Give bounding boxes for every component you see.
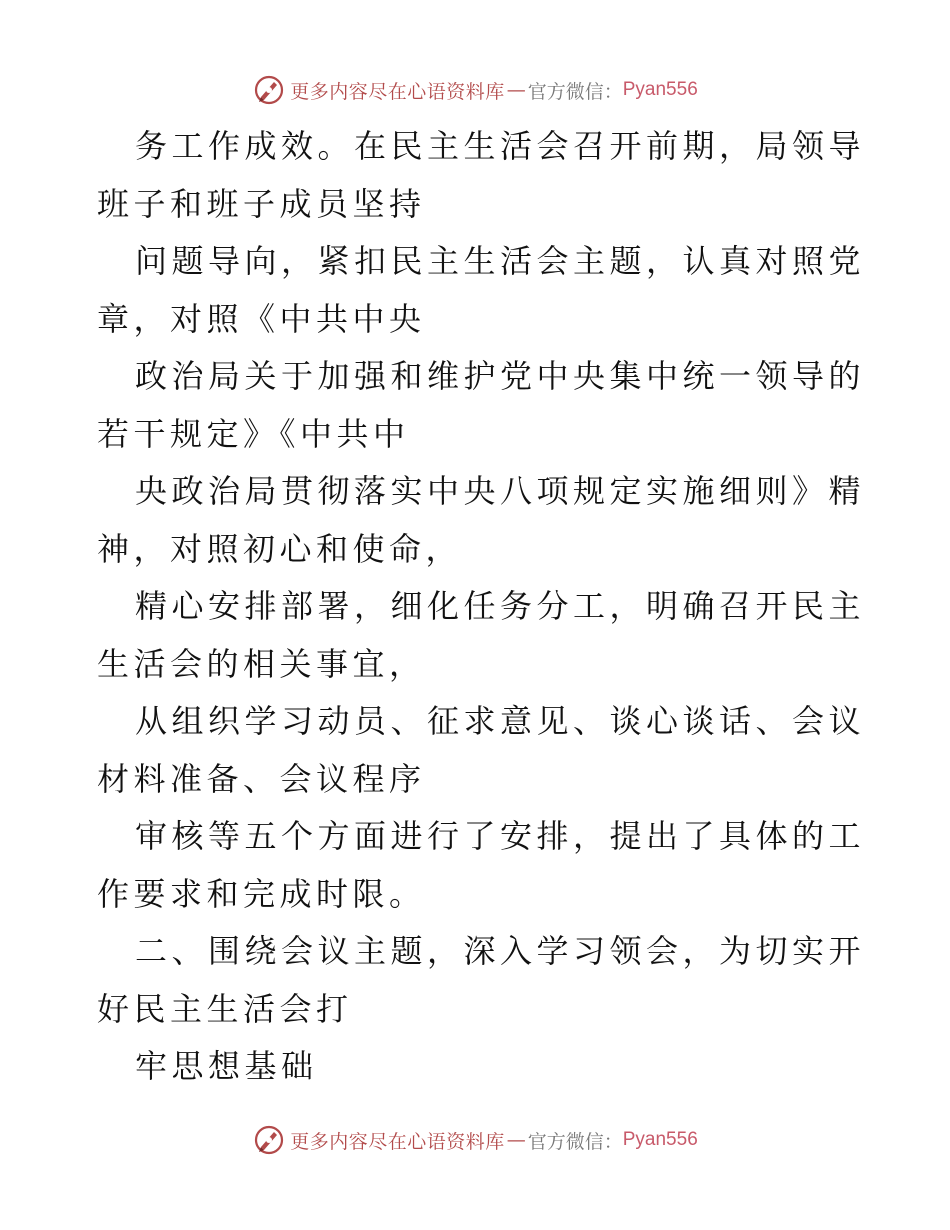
paragraph: 从组织学习动员、征求意见、谈心谈话、会议材料准备、会议程序 — [97, 702, 866, 798]
watermark-wechat-id: Pyan556 — [622, 79, 698, 100]
paragraph: 政治局关于加强和维护党中央集中统一领导的若干规定》《中共中 — [97, 357, 866, 453]
paragraph: 牢思想基础 — [135, 1047, 318, 1085]
watermark-text: 更多内容尽在心语资料库 — [290, 80, 505, 103]
watermark-dash: — — [506, 1129, 526, 1151]
paragraph: 二、围绕会议主题，深入学习领会，为切实开好民主生活会打 — [97, 932, 866, 1028]
watermark-wechat-id: Pyan556 — [622, 1129, 698, 1150]
watermark-wechat-label: 官方微信： — [527, 80, 623, 103]
document-body — [97, 118, 867, 1096]
pen-seal-icon — [252, 1123, 286, 1157]
paragraph: 务工作成效。在民主生活会召开前期，局领导班子和班子成员坚持 — [97, 127, 866, 223]
pen-seal-icon — [252, 73, 286, 107]
paragraph: 精心安排部署，细化任务分工，明确召开民主生活会的相关事宜， — [97, 587, 866, 683]
watermark-dash: — — [506, 79, 526, 101]
paragraph: 央政治局贯彻落实中央八项规定实施细则》精神，对照初心和使命， — [97, 472, 866, 568]
header-watermark — [0, 73, 950, 107]
watermark-text: 更多内容尽在心语资料库 — [290, 1130, 505, 1153]
paragraph: 审核等五个方面进行了安排，提出了具体的工作要求和完成时限。 — [97, 817, 866, 913]
watermark-wechat-label: 官方微信： — [527, 1130, 623, 1153]
paragraph: 问题导向，紧扣民主生活会主题，认真对照党章，对照《中共中央 — [97, 242, 866, 338]
footer-watermark — [0, 1123, 950, 1157]
